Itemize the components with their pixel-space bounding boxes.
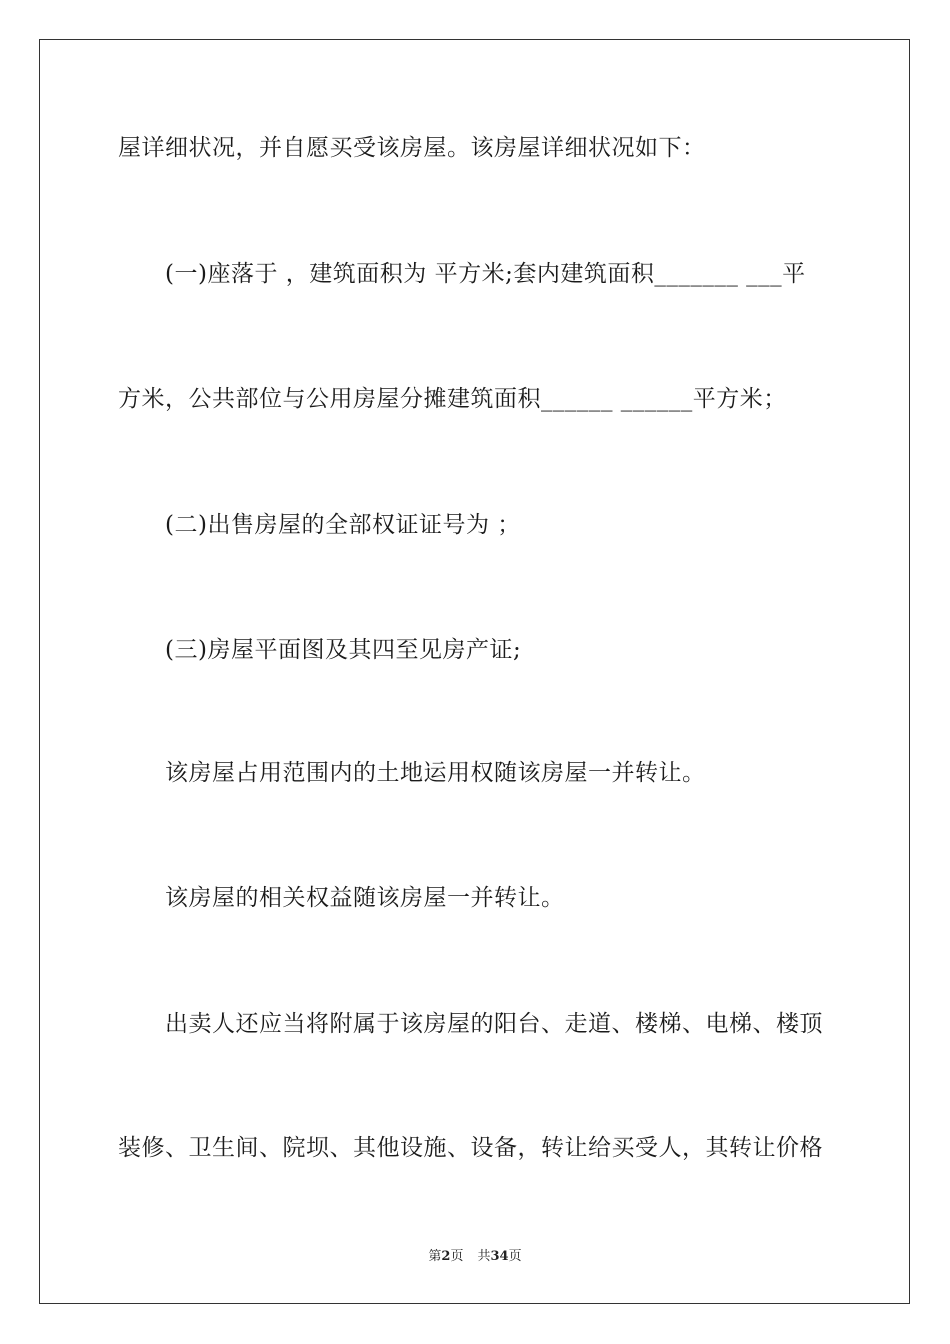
total-suffix: 页 bbox=[508, 1249, 522, 1264]
paragraph-line: 该房屋占用范围内的土地运用权随该房屋一并转让。 bbox=[165, 760, 706, 786]
paragraph-line: 屋详细状况，并自愿买受该房屋。该房屋详细状况如下： bbox=[118, 135, 706, 161]
paragraph-line: (二)出售房屋的全部权证证号为 ； bbox=[165, 512, 521, 538]
total-pages: 34 bbox=[490, 1249, 509, 1264]
paragraph-line: 方米，公共部位与公用房屋分摊建筑面积______ ______平方米； bbox=[118, 386, 787, 412]
paragraph-line: (一)座落于 ，建筑面积为 平方米;套内建筑面积_______ ___平 bbox=[165, 261, 806, 287]
paragraph-line: 装修、卫生间、院坝、其他设施、设备，转让给买受人，其转让价格 bbox=[118, 1135, 823, 1161]
page-footer bbox=[0, 1248, 950, 1266]
page-border bbox=[39, 39, 910, 1304]
paragraph-line: (三)房屋平面图及其四至见房产证; bbox=[165, 637, 522, 663]
paragraph-line: 该房屋的相关权益随该房屋一并转让。 bbox=[165, 885, 565, 911]
total-prefix: 共 bbox=[477, 1249, 491, 1264]
page-number: 2 bbox=[441, 1249, 451, 1264]
paragraph-line: 出卖人还应当将附属于该房屋的阳台、走道、楼梯、电梯、楼顶 bbox=[165, 1011, 823, 1037]
page-suffix: 页 bbox=[450, 1249, 464, 1264]
page-prefix: 第 bbox=[428, 1249, 442, 1264]
